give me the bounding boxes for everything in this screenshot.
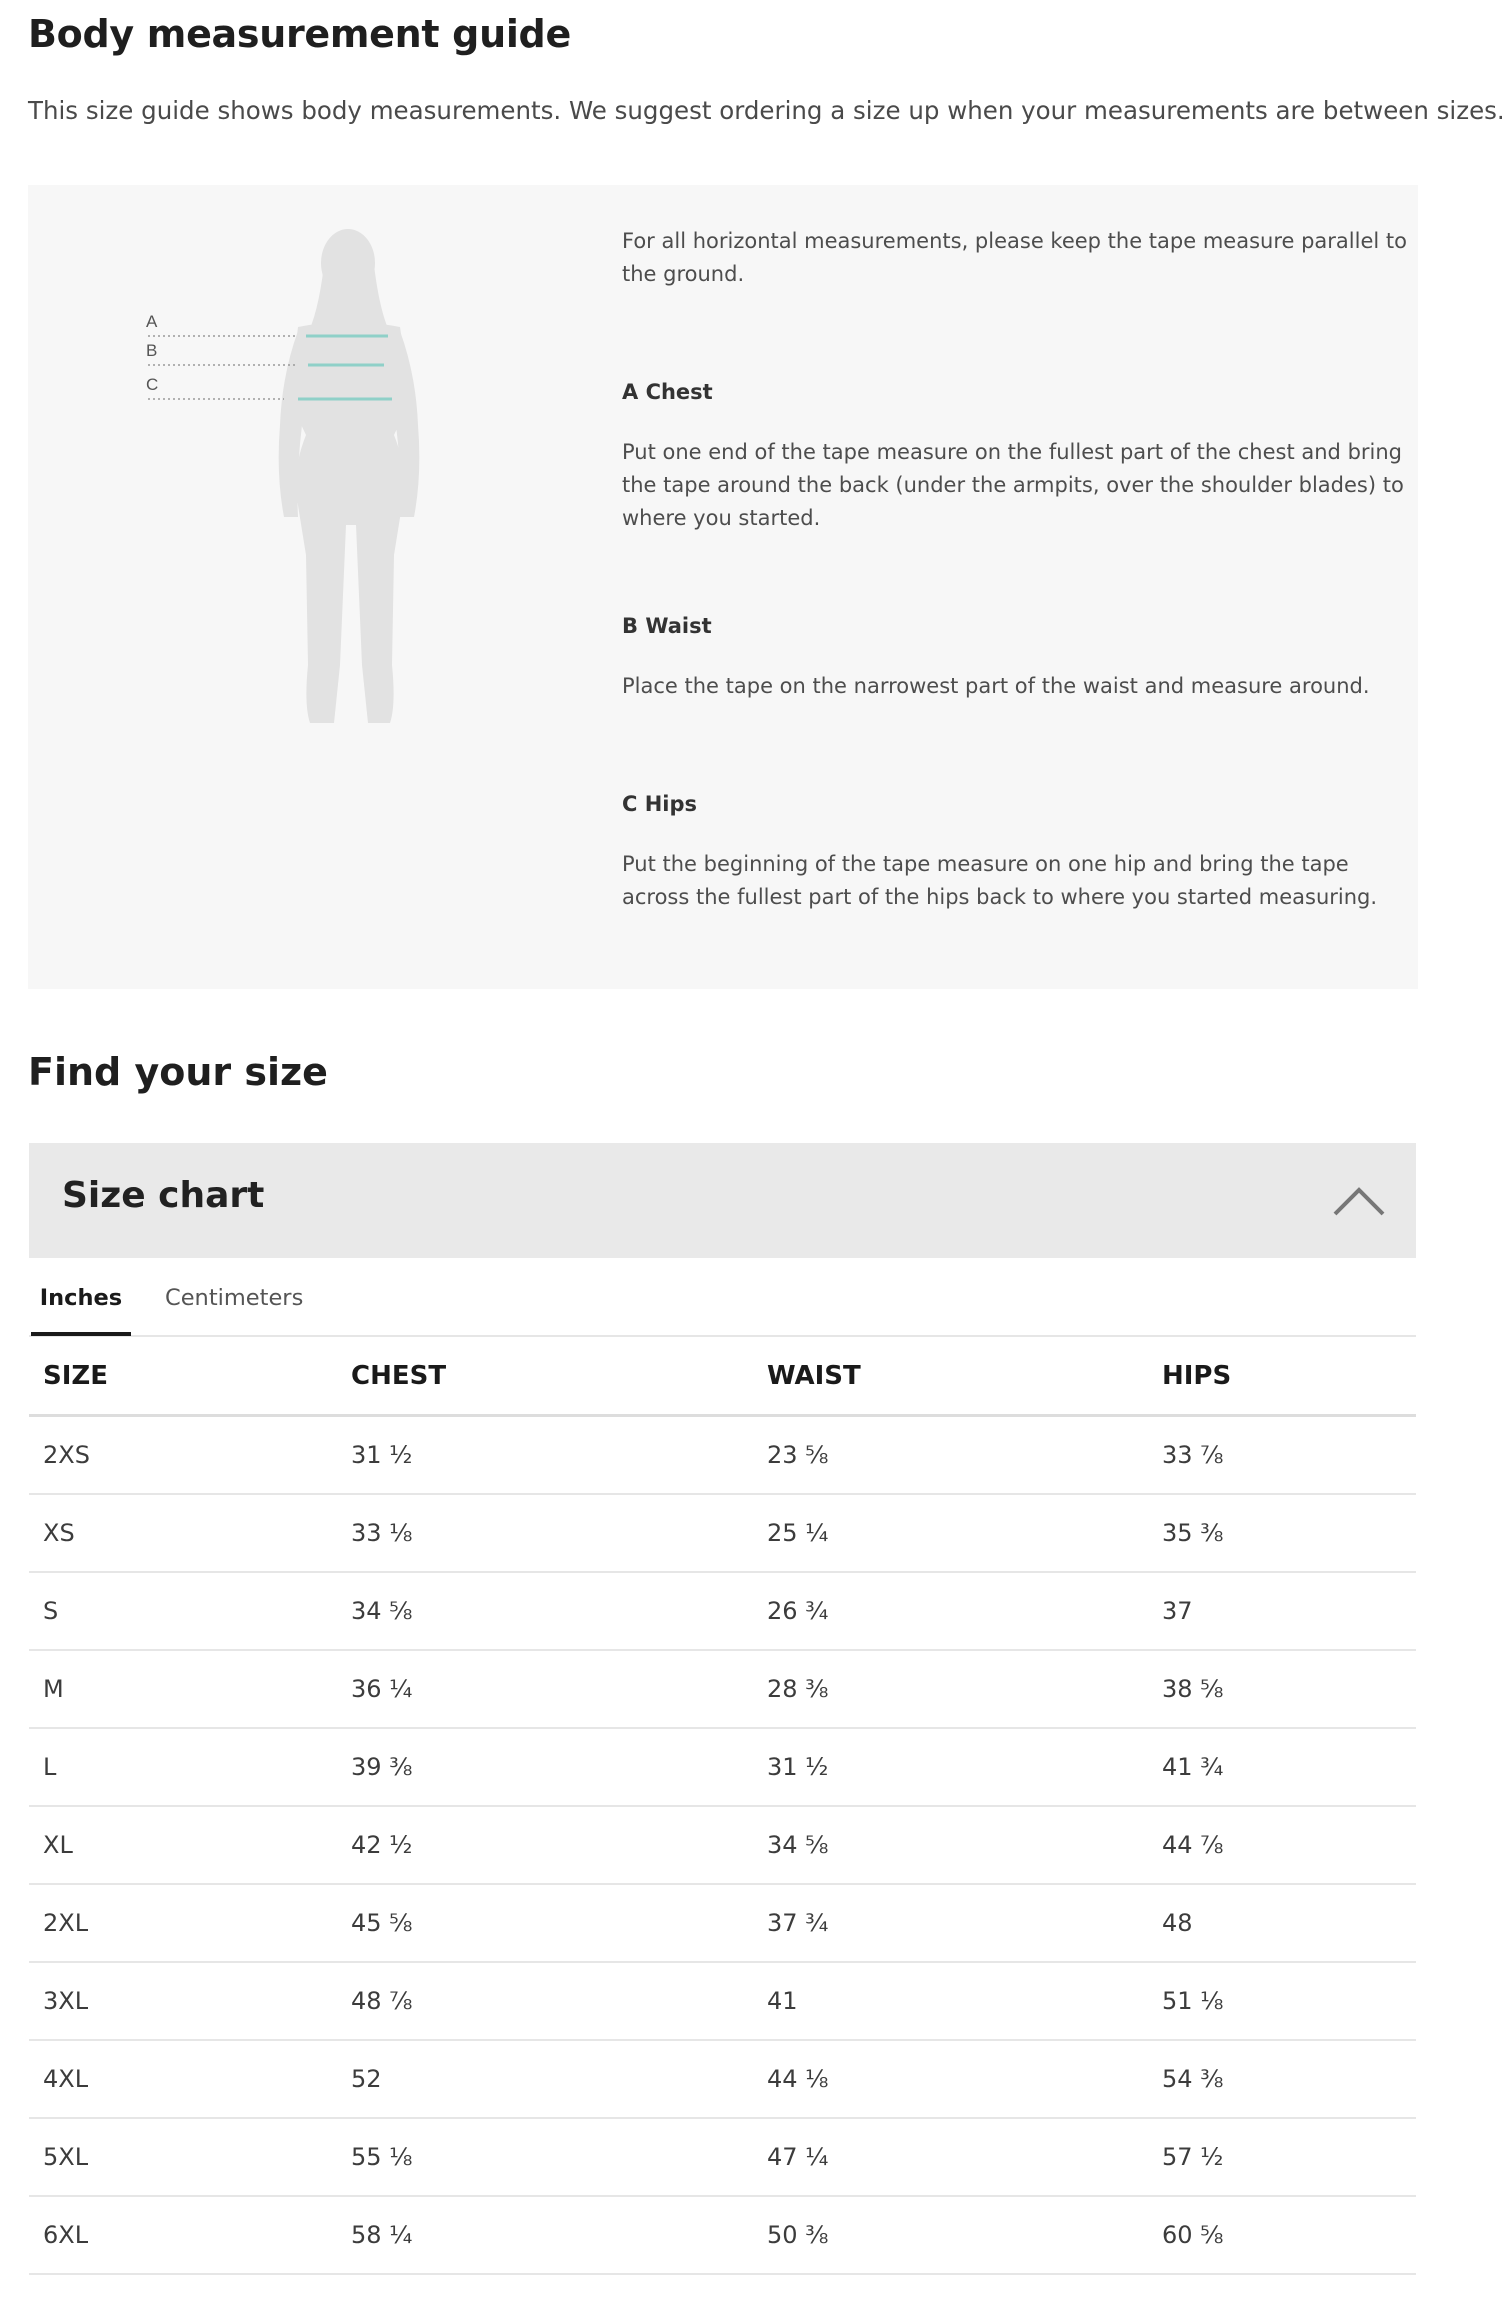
unit-tabs xyxy=(29,1258,1416,1337)
waist-cell: 31 ½ xyxy=(753,1728,1148,1806)
size-chart-accordion-header[interactable] xyxy=(29,1143,1416,1258)
table-row xyxy=(29,1962,1416,2040)
chest-cell: 39 ⅜ xyxy=(337,1728,753,1806)
hips-heading: C Hips xyxy=(622,792,698,816)
size-cell: 6XL xyxy=(29,2196,337,2274)
size-cell: XL xyxy=(29,1806,337,1884)
size-cell: 2XL xyxy=(29,1884,337,1962)
chest-cell: 58 ¼ xyxy=(337,2196,753,2274)
hips-cell: 33 ⅞ xyxy=(1148,1416,1416,1495)
hips-cell: 60 ⅝ xyxy=(1148,2196,1416,2274)
waist-heading: B Waist xyxy=(622,614,712,638)
table-row xyxy=(29,2040,1416,2118)
tab-inches[interactable]: Inches xyxy=(31,1258,131,1336)
hips-cell: 35 ⅜ xyxy=(1148,1494,1416,1572)
chest-cell: 31 ½ xyxy=(337,1416,753,1495)
horizontal-measurement-note: For all horizontal measurements, please keep the tape measure parallel to the ground. xyxy=(622,229,1407,286)
size-cell: 4XL xyxy=(29,2040,337,2118)
waist-cell: 34 ⅝ xyxy=(753,1806,1148,1884)
column-header-waist: WAIST xyxy=(753,1337,1148,1416)
hips-instructions: Put the beginning of the tape measure on one hip and bring the tape across the fullest part of the hips back to where you started measuring. xyxy=(622,852,1378,909)
size-cell: M xyxy=(29,1650,337,1728)
size-cell: 5XL xyxy=(29,2118,337,2196)
measurement-guide-panel xyxy=(28,185,1418,989)
chest-instructions: Put one end of the tape measure on the fullest part of the chest and bring the tape around the back (under the armpits, over the shoulder blades) to where you started. xyxy=(622,440,1404,530)
waist-cell: 50 ⅜ xyxy=(753,2196,1148,2274)
waist-cell: 25 ¼ xyxy=(753,1494,1148,1572)
waist-instructions: Place the tape on the narrowest part of the waist and measure around. xyxy=(622,674,1370,698)
table-row xyxy=(29,1650,1416,1728)
size-cell: L xyxy=(29,1728,337,1806)
size-cell: 3XL xyxy=(29,1962,337,2040)
find-your-size-title: Find your size xyxy=(28,1050,328,1094)
size-table xyxy=(29,1337,1416,2275)
column-header-size: SIZE xyxy=(29,1337,337,1416)
hips-cell: 48 xyxy=(1148,1884,1416,1962)
hips-cell: 37 xyxy=(1148,1572,1416,1650)
column-header-chest: CHEST xyxy=(337,1337,753,1416)
waist-cell: 44 ⅛ xyxy=(753,2040,1148,2118)
chest-cell: 55 ⅛ xyxy=(337,2118,753,2196)
table-row xyxy=(29,1494,1416,1572)
table-row xyxy=(29,1728,1416,1806)
size-cell: 2XS xyxy=(29,1416,337,1495)
waist-cell: 47 ¼ xyxy=(753,2118,1148,2196)
chevron-up-icon[interactable] xyxy=(1332,1183,1386,1217)
intro-text: This size guide shows body measurements. We suggest ordering a size up when your measurements are between sizes. xyxy=(28,96,1505,125)
waist-cell: 23 ⅝ xyxy=(753,1416,1148,1495)
table-row xyxy=(29,1806,1416,1884)
chest-cell: 42 ½ xyxy=(337,1806,753,1884)
size-chart-title: Size chart xyxy=(62,1175,265,1216)
waist-cell: 41 xyxy=(753,1962,1148,2040)
chest-cell: 48 ⅞ xyxy=(337,1962,753,2040)
chest-cell: 45 ⅝ xyxy=(337,1884,753,1962)
tab-centimeters[interactable]: Centimeters xyxy=(165,1285,304,1311)
table-row xyxy=(29,2196,1416,2274)
table-header-row xyxy=(29,1337,1416,1416)
waist-cell: 28 ⅜ xyxy=(753,1650,1148,1728)
page-title: Body measurement guide xyxy=(28,12,571,56)
size-cell: XS xyxy=(29,1494,337,1572)
table-row xyxy=(29,1416,1416,1495)
table-row xyxy=(29,2118,1416,2196)
chest-heading: A Chest xyxy=(622,380,713,404)
table-row xyxy=(29,1572,1416,1650)
column-header-hips: HIPS xyxy=(1148,1337,1416,1416)
chest-cell: 34 ⅝ xyxy=(337,1572,753,1650)
waist-cell: 26 ¾ xyxy=(753,1572,1148,1650)
hips-cell: 51 ⅛ xyxy=(1148,1962,1416,2040)
table-row xyxy=(29,1884,1416,1962)
chest-cell: 52 xyxy=(337,2040,753,2118)
figure-label-c: C xyxy=(146,375,159,394)
chest-cell: 36 ¼ xyxy=(337,1650,753,1728)
hips-cell: 54 ⅜ xyxy=(1148,2040,1416,2118)
body-figure-illustration xyxy=(148,225,478,745)
size-cell: S xyxy=(29,1572,337,1650)
hips-cell: 44 ⅞ xyxy=(1148,1806,1416,1884)
waist-cell: 37 ¾ xyxy=(753,1884,1148,1962)
hips-cell: 57 ½ xyxy=(1148,2118,1416,2196)
figure-label-a: A xyxy=(146,312,158,331)
hips-cell: 38 ⅝ xyxy=(1148,1650,1416,1728)
figure-label-b: B xyxy=(146,341,158,360)
chest-cell: 33 ⅛ xyxy=(337,1494,753,1572)
hips-cell: 41 ¾ xyxy=(1148,1728,1416,1806)
